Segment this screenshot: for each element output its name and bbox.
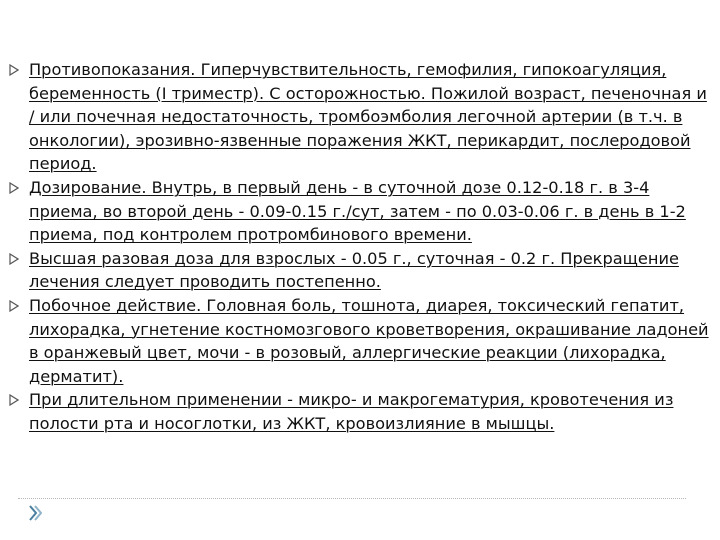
bullet-text: При длительном применении - микро- и макрогематурия, кровотечения из полости рта и носоглотки, из ЖКТ, кровоизлияние в мышцы. [29,390,674,433]
bullet-text: Высшая разовая доза для взрослых - 0.05 г., суточная - 0.2 г. Прекращение лечения следует проводить постепенно. [29,248,679,292]
footer-divider [18,498,686,499]
triangle-bullet-icon [9,182,19,194]
double-chevron-icon [28,503,42,523]
bullet-item-contraindications [0,58,720,176]
triangle-bullet-icon [9,300,19,312]
triangle-bullet-icon [9,394,19,406]
bullet-item-dosage [0,176,720,247]
bullet-text: Побочное действие. Головная боль, тошнота, диарея, токсический гепатит, лихорадка, угнетение костномозгового кроветворения, окрашивание ладоней в оранжевый цвет, мочи - в розовый, аллергические реакции (лихорадка, дерматит). [29,295,709,386]
bullet-text: Противопоказания. Гиперчувствительность, гемофилия, гипокоагуляция, беременность (I триместр). С осторожностью. Пожилой возраст, печеночная и / или почечная недостаточность, тромбоэмболия легочной артерии (в т.ч. в онкологии), эрозивно-язвенные поражения ЖКТ, перикардит, послеродовой период. [29,60,707,174]
triangle-bullet-icon [9,253,19,265]
bullet-item-long-term-use [0,388,720,435]
bullet-item-max-dose [0,247,720,294]
bullet-item-side-effects [0,294,720,388]
bullet-list [0,58,720,436]
triangle-bullet-icon [9,64,19,76]
bullet-text: Дозирование. Внутрь, в первый день - в суточной дозе 0.12-0.18 г. в 3-4 приема, во второй день - 0.09-0.15 г./сут, затем - по 0.03-0.06 г. в день в 1-2 приема, под контролем протромбинового времени. [29,177,686,245]
